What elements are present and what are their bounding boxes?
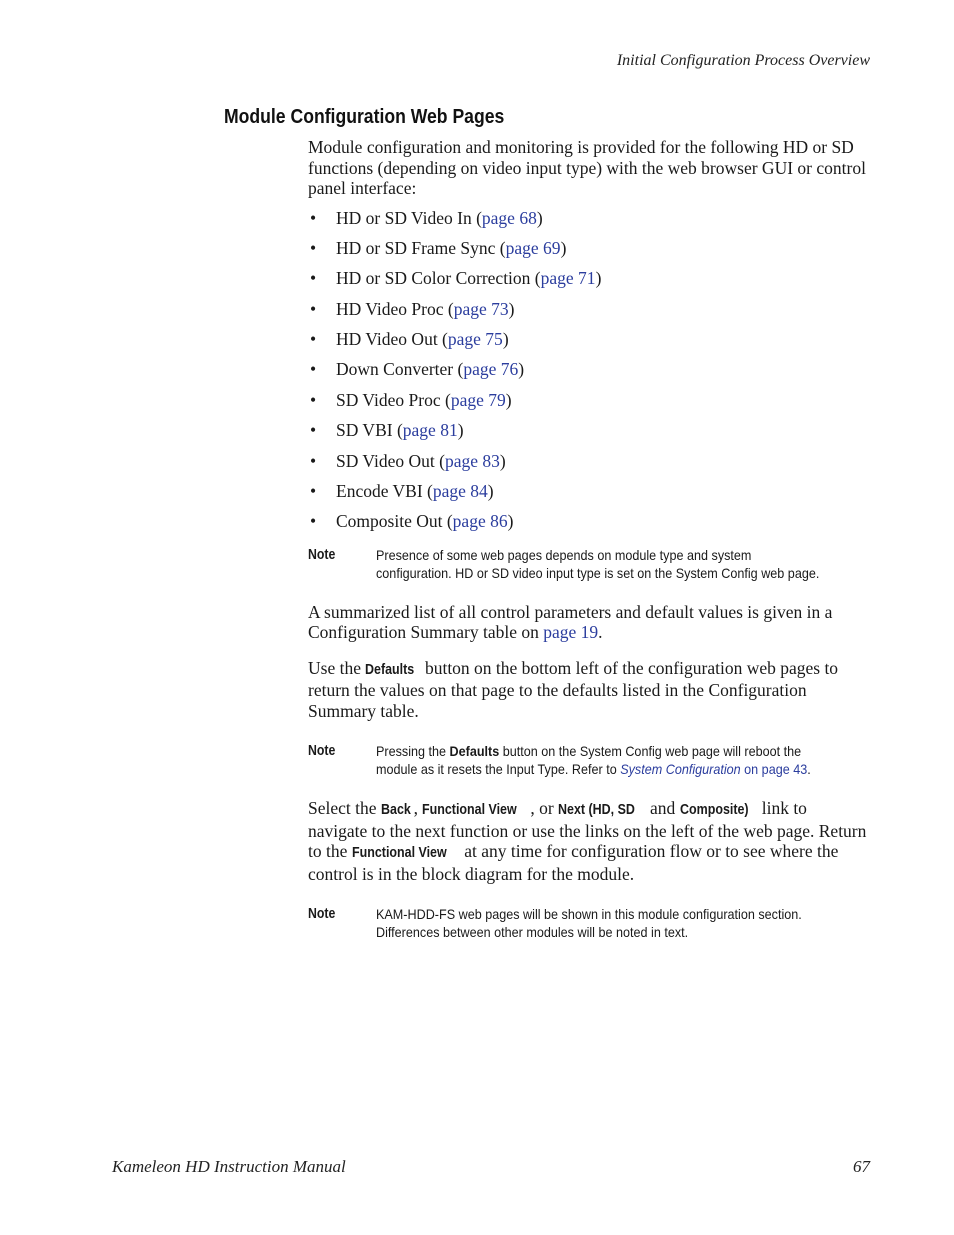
note-label: Note xyxy=(308,545,336,563)
list-item xyxy=(308,481,870,511)
nav-text-1: Select the xyxy=(308,798,381,819)
list-item-label: SD Video Out ( xyxy=(336,450,445,471)
back-term: Back xyxy=(380,802,411,819)
list-item-label: SD VBI ( xyxy=(336,420,403,441)
manual-title: Kameleon HD Instruction Manual xyxy=(112,1157,346,1176)
note-text: Presence of some web pages depends on module type and system configuration. HD or SD video input type is set on the System Config web page. xyxy=(376,546,820,581)
note2-text-end: . xyxy=(807,761,811,778)
bullet-icon: • xyxy=(310,481,317,502)
page-number: 67 xyxy=(853,1157,870,1176)
note-text: KAM-HDD-FS web pages will be shown in this module configuration section. Differences between other modules will be noted in text. xyxy=(376,906,802,941)
list-item xyxy=(308,420,870,450)
navigate-paragraph xyxy=(308,798,870,884)
nav-text-6: at any time for configuration flow or to see where the control is in the block diagram for the module. xyxy=(308,841,839,884)
list-item-label: HD or SD Frame Sync ( xyxy=(336,237,506,258)
list-item-close: ) xyxy=(508,298,515,319)
list-item xyxy=(308,208,870,238)
list-item xyxy=(308,390,870,420)
bullet-icon: • xyxy=(310,420,317,441)
page-link[interactable]: page 75 xyxy=(447,329,503,350)
summary-text: A summarized list of all control parameters and default values is given in a Configuration Summary table on xyxy=(308,601,833,643)
list-item xyxy=(308,511,870,541)
list-item-close: ) xyxy=(595,268,602,289)
main-content xyxy=(308,137,870,941)
function-list xyxy=(308,208,870,542)
running-header: Initial Configuration Process Overview xyxy=(616,52,870,69)
intro-paragraph: Module configuration and monitoring is provided for the following HD or SD functions (depending on video input type) with the web browser GUI or control panel interface: xyxy=(308,137,866,198)
page-link[interactable]: page 69 xyxy=(505,237,561,258)
list-item-close: ) xyxy=(457,420,464,441)
list-item-close: ) xyxy=(487,481,494,502)
note-web-pages xyxy=(308,546,870,582)
bullet-icon: • xyxy=(310,207,317,228)
section-title: Module Configuration Web Pages xyxy=(224,106,505,128)
defaults-paragraph xyxy=(308,658,870,722)
summary-end: . xyxy=(598,622,603,643)
nav-text-3: , or xyxy=(530,798,559,819)
nav-text-5: link to navigate to the next function or use the links on the left of the web page. Return to the xyxy=(308,798,867,862)
list-item-label: HD Video Out ( xyxy=(336,329,448,350)
bullet-icon: • xyxy=(310,237,317,258)
defaults-term: Defaults xyxy=(449,743,500,760)
note2-text-middle: button on the System Config web page will reboot the module as it resets the Input Type. Refer to xyxy=(376,743,802,778)
page-link[interactable]: page 86 xyxy=(452,511,508,532)
system-configuration-link[interactable]: System Configuration xyxy=(620,761,741,778)
bullet-icon: • xyxy=(310,298,317,319)
note2-text-start: Pressing the xyxy=(376,743,450,760)
list-item-close: ) xyxy=(505,389,512,410)
note-label: Note xyxy=(308,905,336,923)
list-item-close: ) xyxy=(499,450,506,471)
note-defaults-reboot xyxy=(308,742,870,778)
defaults-text-start: Use the xyxy=(308,657,366,678)
page-link[interactable]: page 81 xyxy=(402,420,458,441)
list-item-close: ) xyxy=(518,359,525,380)
summary-paragraph xyxy=(308,602,870,643)
page-link[interactable]: page 79 xyxy=(450,389,506,410)
list-item xyxy=(308,329,870,359)
list-item xyxy=(308,238,870,268)
bullet-icon: • xyxy=(310,389,317,410)
nav-text-4: and xyxy=(645,798,680,819)
composite-term: Composite) xyxy=(679,802,749,819)
list-item-label: HD or SD Color Correction ( xyxy=(336,268,541,289)
list-item xyxy=(308,268,870,298)
page-link[interactable]: page 73 xyxy=(453,298,509,319)
list-item-label: SD Video Proc ( xyxy=(336,389,451,410)
functional-view-term: Functional View xyxy=(351,845,447,862)
defaults-text-end: button on the bottom left of the configuration web pages to return the values on that page to the defaults listed in the Configuration Summary table. xyxy=(308,657,839,721)
nav-text-2: , xyxy=(413,798,423,819)
list-item-label: HD or SD Video In ( xyxy=(336,207,482,228)
running-footer xyxy=(112,1157,870,1177)
page-link[interactable]: page 84 xyxy=(432,481,488,502)
list-item xyxy=(308,299,870,329)
bullet-icon: • xyxy=(310,268,317,289)
note-label: Note xyxy=(308,742,336,760)
list-item-label: Down Converter ( xyxy=(336,359,464,380)
page-link[interactable]: page 76 xyxy=(463,359,519,380)
list-item-close: ) xyxy=(536,207,543,228)
bullet-icon: • xyxy=(310,450,317,471)
list-item-close: ) xyxy=(560,237,567,258)
next-term: Next (HD, SD xyxy=(558,802,636,819)
list-item-close: ) xyxy=(502,329,509,350)
bullet-icon: • xyxy=(310,359,317,380)
list-item xyxy=(308,451,870,481)
list-item xyxy=(308,359,870,389)
page-19-link[interactable]: page 19 xyxy=(543,622,599,643)
page-link[interactable]: page 68 xyxy=(481,207,537,228)
page-43-link[interactable]: on page 43 xyxy=(740,761,808,778)
note-text xyxy=(376,742,821,778)
bullet-icon: • xyxy=(310,329,317,350)
page-link[interactable]: page 71 xyxy=(540,268,596,289)
bullet-icon: • xyxy=(310,511,317,532)
page-link[interactable]: page 83 xyxy=(444,450,500,471)
functional-view-term: Functional View xyxy=(422,802,518,819)
list-item-label: HD Video Proc ( xyxy=(336,298,454,319)
note-module-differences xyxy=(308,905,870,941)
list-item-close: ) xyxy=(507,511,514,532)
list-item-label: Composite Out ( xyxy=(336,511,453,532)
defaults-term: Defaults xyxy=(365,661,415,678)
list-item-label: Encode VBI ( xyxy=(336,481,433,502)
